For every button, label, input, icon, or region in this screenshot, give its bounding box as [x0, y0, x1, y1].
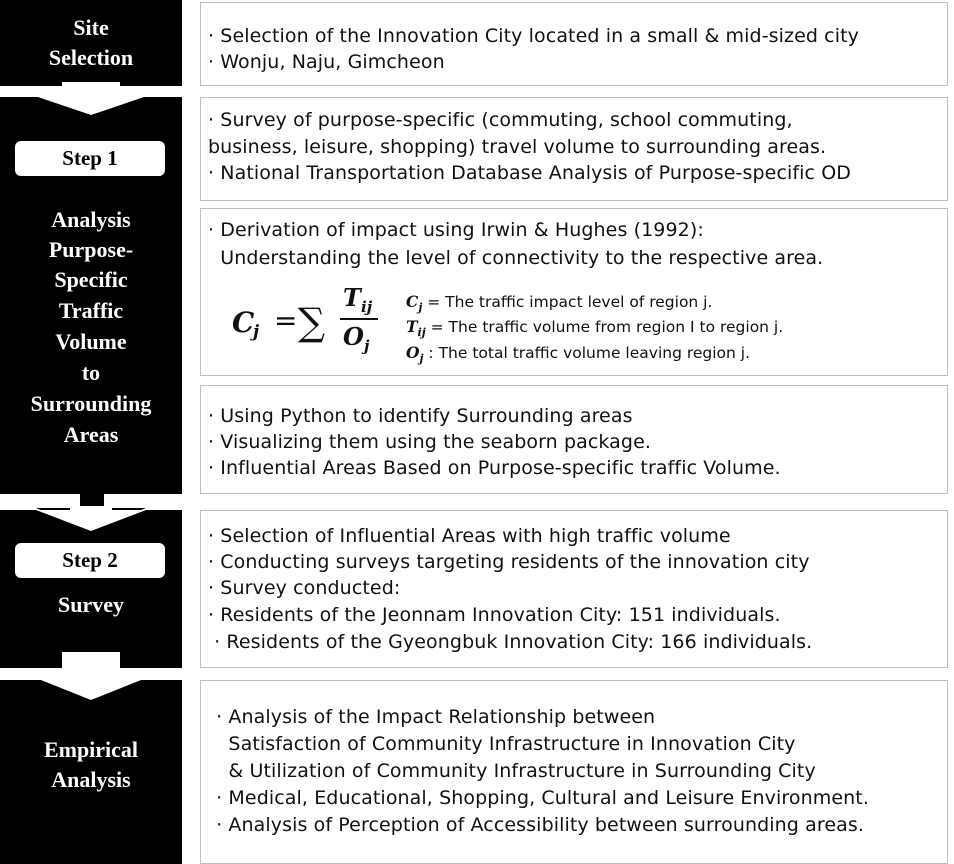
step2-line-3: · Survey conducted:: [208, 577, 401, 599]
site-selection-title-2: Selection: [48, 45, 134, 70]
step2-line-1: · Selection of Influential Areas with high traffic volume: [208, 525, 731, 547]
impact-line-1: · Derivation of impact using Irwin & Hughes (1992):: [208, 219, 704, 241]
python-line-3: · Influential Areas Based on Purpose-specific traffic Volume.: [208, 457, 781, 479]
step1-title-6: to: [81, 360, 101, 385]
formula-legend-3: [406, 340, 750, 371]
legend-text: = The traffic volume from region I to region j.: [425, 318, 784, 336]
site-selection-line-2: · Wonju, Naju, Gimcheon: [208, 51, 445, 73]
python-line-2: · Visualizing them using the seaborn package.: [208, 431, 652, 453]
empirical-line-1: · Analysis of the Impact Relationship between: [210, 706, 656, 728]
step1-title-1: Analysis: [51, 207, 131, 232]
legend-subscript: j: [419, 352, 424, 366]
step1-title-7: Surrounding: [30, 391, 152, 416]
formula-fraction-bar: [340, 318, 378, 320]
empirical-title-1: Empirical: [43, 737, 139, 762]
formula-sum: ∑: [298, 300, 326, 344]
step2-line-5: · Residents of the Gyeongbuk Innovation City: 166 individuals.: [208, 631, 813, 653]
legend-symbol: C: [406, 292, 419, 311]
legend-text: : The total traffic volume leaving region j.: [423, 344, 751, 362]
step1-title-5: Volume: [55, 329, 127, 354]
legend-symbol: O: [406, 343, 420, 362]
legend-subscript: ij: [417, 326, 426, 340]
site-selection-title-1: Site: [73, 15, 109, 40]
legend-subscript: j: [418, 301, 423, 315]
empirical-title-2: Analysis: [51, 767, 131, 792]
impact-line-2: Understanding the level of connectivity to the respective area.: [208, 247, 824, 269]
site-selection-line-1: · Selection of the Innovation City located in a small & mid-sized city: [208, 25, 860, 47]
empirical-line-2: Satisfaction of Community Infrastructure in Innovation City: [210, 733, 796, 755]
empirical-line-3: & Utilization of Community Infrastructure in Surrounding City: [210, 760, 816, 782]
formula-lhs-sub: j: [253, 322, 260, 342]
step2-line-4: · Residents of the Jeonnam Innovation City: 151 individuals.: [208, 604, 781, 626]
arrow-down-icon: [0, 506, 182, 534]
python-line-1: · Using Python to identify Surrounding areas: [208, 405, 633, 427]
legend-symbol: T: [406, 317, 418, 336]
formula-denominator-sub: j: [364, 337, 370, 355]
step1-title-3: Specific: [54, 267, 128, 292]
survey-line-1: · Survey of purpose-specific (commuting, school commuting,: [208, 109, 793, 131]
formula-numerator: T: [343, 283, 361, 312]
arrow-down-icon: [0, 676, 182, 702]
survey-line-2: business, leisure, shopping) travel volume to surrounding areas.: [208, 136, 827, 158]
formula-numerator-sub: ij: [361, 298, 373, 316]
step2-line-2: · Conducting surveys targeting residents of the innovation city: [208, 551, 810, 573]
formula-equals: =: [274, 304, 298, 337]
step1-title-8: Areas: [63, 422, 119, 447]
formula-denominator: O: [343, 322, 364, 351]
formula-lhs: C: [232, 306, 255, 339]
arrow-down-icon: [0, 91, 182, 119]
step2-badge: Step 2: [15, 543, 165, 578]
empirical-line-4: · Medical, Educational, Shopping, Cultural and Leisure Environment.: [210, 787, 869, 809]
legend-text: = The traffic impact level of region j.: [422, 293, 713, 311]
step1-title-4: Traffic: [58, 298, 124, 323]
step1-badge: Step 1: [15, 141, 165, 176]
step2-title: Survey: [58, 592, 124, 617]
empirical-line-5: · Analysis of Perception of Accessibility between surrounding areas.: [210, 814, 865, 836]
step1-title-2: Purpose-: [48, 237, 134, 262]
survey-line-3: · National Transportation Database Analysis of Purpose-specific OD: [208, 162, 852, 184]
